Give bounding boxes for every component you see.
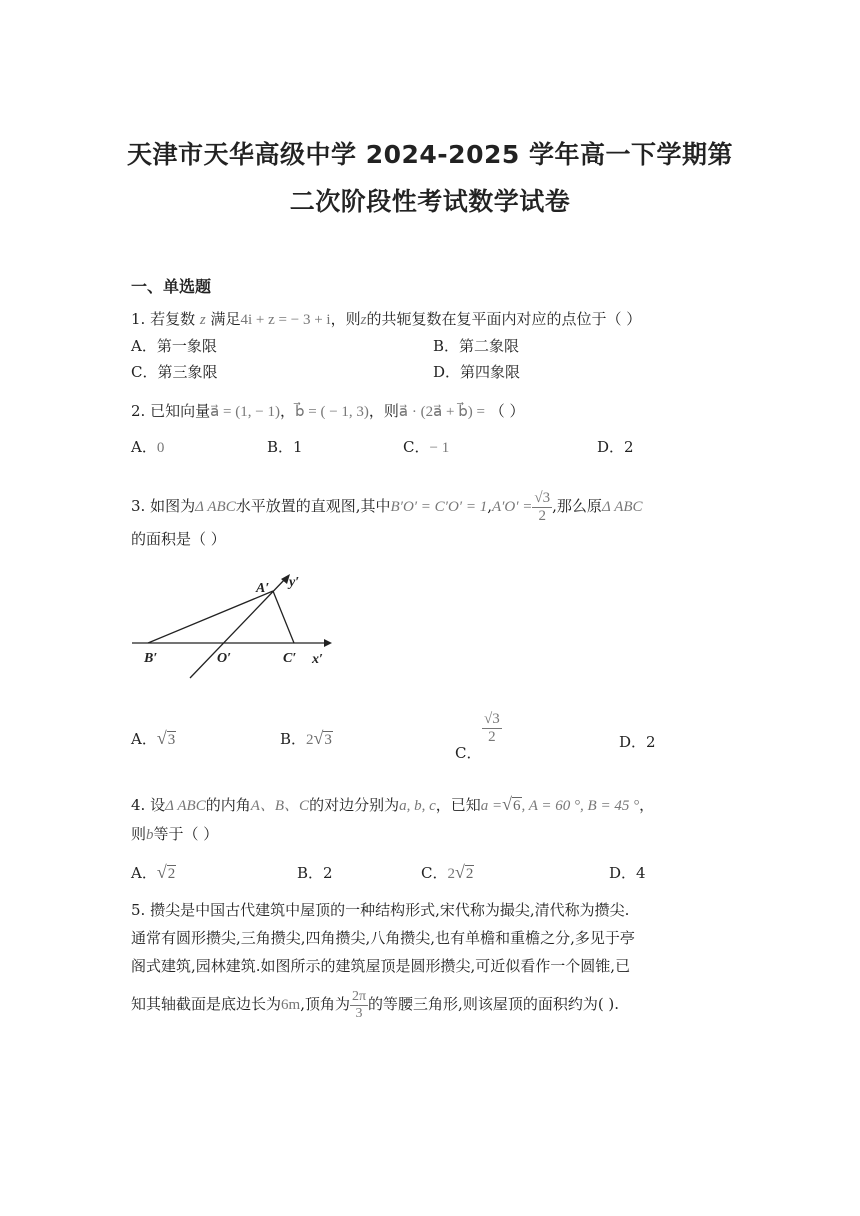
q3-option-c-num-radicand: 3 <box>492 711 500 727</box>
q4-mid2: 的对边分别为 <box>309 796 400 814</box>
q3-option-a <box>131 728 176 749</box>
q2-option-c <box>403 436 449 457</box>
q3-option-c-fraction <box>482 712 502 745</box>
q2-option-a-label: A． <box>131 438 157 456</box>
q3-eq1: B′O′ = C′O′ = 1 <box>390 499 488 515</box>
q1-mid: 满足 <box>210 310 241 328</box>
q2-sep: ， <box>279 402 295 420</box>
q4-option-b: B．2 <box>297 864 333 882</box>
q3-option-b-label: B． <box>280 730 307 748</box>
label-x-prime: x′ <box>312 652 323 667</box>
label-o-prime: O′ <box>217 651 232 666</box>
q4-mid3: ，已知 <box>435 796 481 814</box>
q2-option-a-value: 0 <box>156 440 165 456</box>
q4-a-radicand: 6 <box>513 798 521 814</box>
q5-angle-fraction <box>350 990 368 1021</box>
q1-var: z <box>199 312 206 328</box>
q2-option-c-value: − 1 <box>429 440 450 456</box>
q3-sep: , <box>487 497 492 515</box>
q4-eq-angle-b: , B = 45 ° <box>580 798 640 814</box>
q1-prefix: 1. 若复数 <box>131 310 196 328</box>
q4-prefix: 4. 设 <box>131 796 166 814</box>
q4-sides: a, b, c <box>399 798 436 814</box>
q3-option-a-radical: √3 <box>156 728 176 748</box>
q3-prefix: 3. 如图为 <box>131 497 196 515</box>
q4-option-a <box>131 862 176 883</box>
q4-option-a-radicand: 2 <box>167 866 176 882</box>
q4-line2-pre: 则 <box>131 825 147 843</box>
q3-triangle2: Δ ABC <box>601 499 643 515</box>
q4-eq-a: a = <box>480 798 503 814</box>
q3-mid2: ,那么原 <box>552 497 602 515</box>
q5-line3: 阁式建筑,园林建筑.如图所示的建筑屋顶是圆形攒尖,可近似看作一个圆锥,已 <box>131 957 631 975</box>
q5-line4-pre: 知其轴截面是底边长为 <box>131 995 282 1013</box>
q4-line2-var: b <box>146 827 154 843</box>
q2-option-c-label: C． <box>403 438 430 456</box>
q2-option-d: D．2 <box>597 438 634 456</box>
q5-line2: 通常有圆形攒尖,三角攒尖,四角攒尖,八角攒尖,也有单檐和重檐之分,多见于亭 <box>131 929 635 947</box>
q1-tail: 的共轭复数在复平面内对应的点位于（ ） <box>366 310 642 328</box>
q1-var2: z <box>360 312 367 328</box>
q1-option-a: A．第一象限 <box>131 337 217 355</box>
label-c-prime: C′ <box>283 651 297 666</box>
section-heading: 一、单选题 <box>131 277 212 296</box>
q4-option-c-radicand: 2 <box>465 866 474 882</box>
doc-title-line1: 天津市天华高级中学 2024-2025 学年高一下学期第 <box>127 140 733 169</box>
q3-option-a-label: A． <box>131 730 157 748</box>
question-4 <box>131 794 654 815</box>
q3-fraction-den: 2 <box>538 507 547 524</box>
q3-option-c-num: √3 <box>484 711 500 727</box>
q3-figure <box>128 566 338 682</box>
q3-option-b <box>280 728 333 749</box>
label-b-prime: B′ <box>144 651 158 666</box>
label-y-prime: y′ <box>289 575 300 590</box>
q3-line2: 的面积是（ ） <box>131 530 226 548</box>
q3-eq2: A′O′ = <box>491 499 533 515</box>
y-axis-line <box>190 578 286 678</box>
q4-angles: A、B、C <box>250 798 310 814</box>
q3-option-d: D．2 <box>619 733 656 751</box>
q5-line1: 5. 攒尖是中国古代建筑中屋顶的一种结构形式,宋代称为撮尖,清代称为攒尖. <box>131 901 630 919</box>
q3-option-c-den: 2 <box>488 729 496 745</box>
q4-eq-angle-a: , A = 60 ° <box>521 798 581 814</box>
q4-triangle: Δ ABC <box>165 798 206 814</box>
q2-option-a <box>131 436 164 457</box>
q4-end: ， <box>639 796 655 814</box>
q3-option-c-label: C． <box>455 744 482 762</box>
q3-option-b-coef: 2 <box>306 732 314 748</box>
question-2 <box>131 400 525 421</box>
q2-tail: （ ） <box>489 402 525 420</box>
q4-option-c <box>421 862 474 883</box>
q4-option-d: D．4 <box>609 864 646 882</box>
q3-mid: 水平放置的直观图,其中 <box>235 497 391 515</box>
q4-option-a-label: A． <box>131 864 157 882</box>
q2-expression: a⃗ · (2a⃗ + b⃗) = <box>398 404 485 420</box>
q3-option-a-radicand: 3 <box>167 732 176 748</box>
segment-a-c <box>273 591 294 643</box>
q4-option-c-coef: 2 <box>447 866 455 882</box>
q1-option-d: D．第四象限 <box>433 363 521 381</box>
q4-option-c-label: C． <box>421 864 448 882</box>
q5-line4-tail: 的等腰三角形,则该屋顶的面积约为( ). <box>368 995 620 1013</box>
question-3 <box>131 478 643 535</box>
q5-length: 6m <box>281 997 301 1013</box>
q5-frac-num: 2π <box>351 988 367 1004</box>
q4-option-a-radical: √2 <box>156 862 176 882</box>
question-1 <box>131 308 641 329</box>
q1-after: ，则 <box>330 310 361 328</box>
q4-option-c-radical: √2 <box>454 862 474 882</box>
q3-fraction-num: √3 <box>534 489 551 506</box>
q2-option-b: B．1 <box>267 438 303 456</box>
q2-prefix: 2. 已知向量 <box>131 402 211 420</box>
q1-equation: 4i + z = − 3 + i <box>240 312 331 328</box>
q5-frac-den: 3 <box>355 1005 363 1021</box>
q2-mid: ，则 <box>368 402 399 420</box>
q2-vector-a: a⃗ = (1, − 1) <box>210 404 280 420</box>
q3-option-b-radicand: 3 <box>324 732 332 748</box>
x-axis-arrow <box>324 639 332 647</box>
q4-line2 <box>131 823 218 844</box>
q3-option-b-radical: √3 <box>313 728 332 748</box>
segment-b-a <box>148 591 273 643</box>
q2-vector-b: b⃗ = ( − 1, 3) <box>294 404 369 420</box>
q3-fraction <box>532 491 552 524</box>
doc-title-line2: 二次阶段性考试数学试卷 <box>289 187 571 216</box>
q5-line4 <box>131 982 619 1027</box>
label-a-prime: A′ <box>256 581 270 596</box>
q3-option-c-frac <box>482 712 502 745</box>
q1-option-b: B．第二象限 <box>433 337 520 355</box>
q1-option-c: C．第三象限 <box>131 363 218 381</box>
q4-mid: 的内角 <box>205 796 251 814</box>
q4-line2-tail: 等于（ ） <box>153 825 219 843</box>
q5-line4-mid: ,顶角为 <box>300 995 350 1013</box>
q4-a-radical: √6 <box>502 794 521 814</box>
q3-triangle: Δ ABC <box>195 499 236 515</box>
